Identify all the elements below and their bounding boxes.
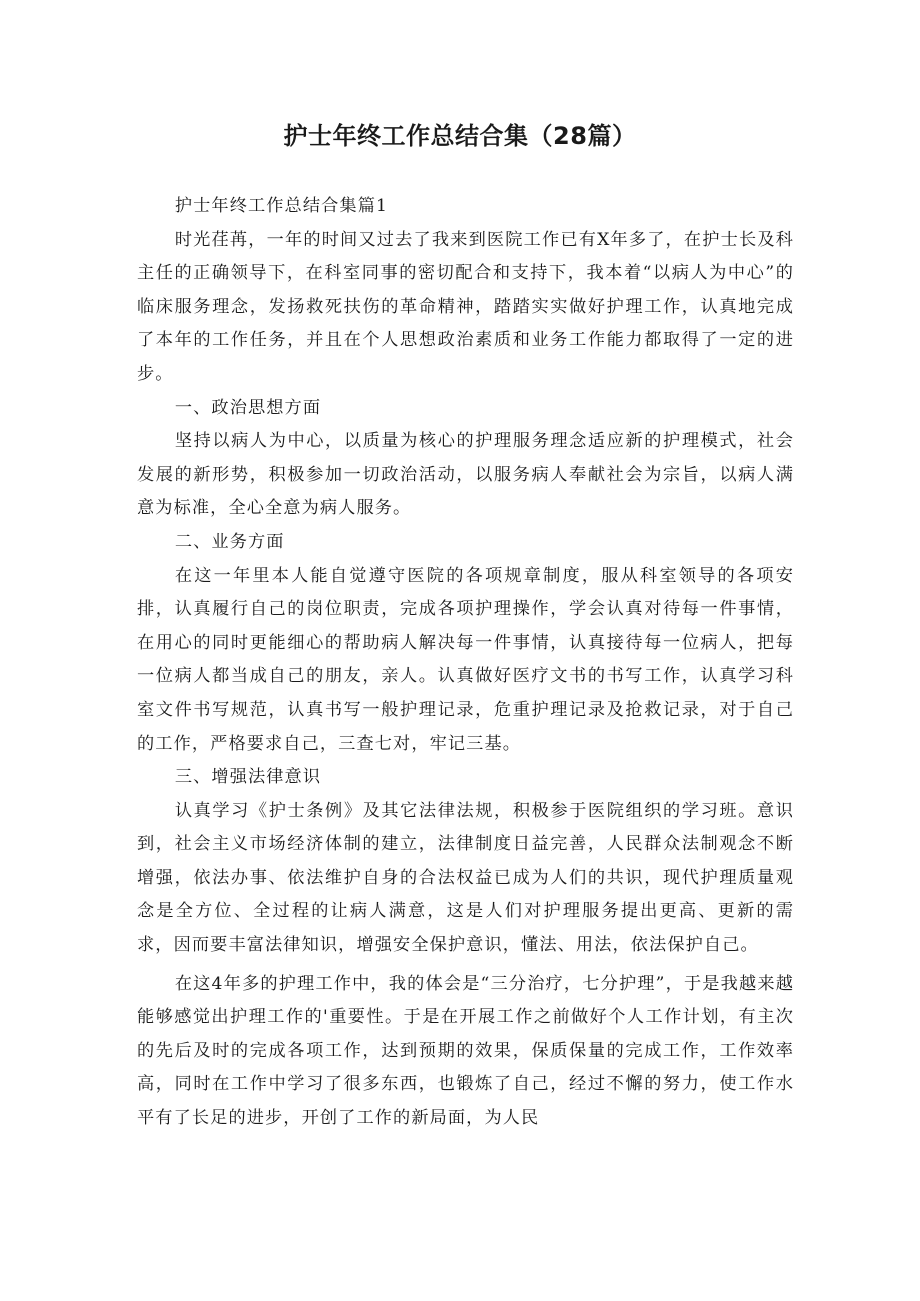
document-body xyxy=(137,190,794,1136)
paragraph: 认真学习《护士条例》及其它法律法规，积极参于医院组织的学习班。意识到，社会主义市场经济体制的建立，法律制度日益完善，人民群众法制观念不断增强，依法办事、依法维护自身的合法权益已成为人们的共识，现代护理质量观念是全方位、全过程的让病人满意，这是人们对护理服务提出更高、更新的需求，因而要丰富法律知识，增强安全保护意识，懂法、用法，依法保护自己。 xyxy=(137,800,794,956)
document-title: 护士年终工作总结合集（28篇） xyxy=(283,122,637,150)
paragraph: 在这一年里本人能自觉遵守医院的各项规章制度，服从科室领导的各项安排，认真履行自己的岗位职责，完成各项护理操作，学会认真对待每一件事情，在用心的同时更能细心的帮助病人解决每一件事情，认真接待每一位病人，把每一位病人都当成自己的朋友，亲人。认真做好医疗文书的书写工作，认真学习科室文件书写规范，认真书写一般护理记录，危重护理记录及抢救记录，对于自己的工作，严格要求自己，三查七对，牢记三基。 xyxy=(137,565,794,754)
section-heading: 护士年终工作总结合集篇1 xyxy=(174,196,389,216)
paragraph: 在这4年多的护理工作中，我的体会是“三分治疗，七分护理”，于是我越来越能够感觉出护理工作的'重要性。于是在开展工作之前做好个人工作计划，有主次的先后及时的完成各项工作，达到预期的效果，保质保量的完成工作，工作效率高，同时在工作中学习了很多东西，也锻炼了自己，经过不懈的努力，使工作水平有了长足的进步，开创了工作的新局面，为人民 xyxy=(137,973,794,1129)
section-heading: 二、业务方面 xyxy=(174,531,285,552)
section-heading: 一、政治思想方面 xyxy=(174,397,322,418)
paragraph: 时光荏苒，一年的时间又过去了我来到医院工作已有X年多了，在护士长及科主任的正确领导下，在科室同事的密切配合和支持下，我本着“以病人为中心”的临床服务理念，发扬救死扶伤的革命精神，踏踏实实做好护理工作，认真地完成了本年的工作任务，并且在个人思想政治素质和业务工作能力都取得了一定的进步。 xyxy=(137,229,794,384)
paragraph: 坚持以病人为中心，以质量为核心的护理服务理念适应新的护理模式，社会发展的新形势，积极参加一切政治活动，以服务病人奉献社会为宗旨，以病人满意为标准，全心全意为病人服务。 xyxy=(137,431,794,519)
section-heading: 三、增强法律意识 xyxy=(174,767,322,788)
